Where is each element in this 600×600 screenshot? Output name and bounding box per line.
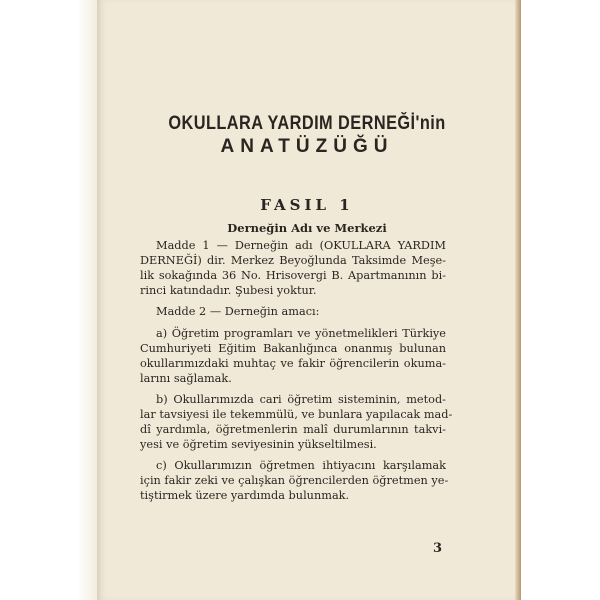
madde2-c-line: tiştirmek üzere yardımda bulunmak. — [140, 489, 350, 502]
madde1-line: lik sokağında 36 No. Hrisovergi B. Apartmanının bi- — [140, 269, 446, 282]
document-title: OKULLARA YARDIM DERNEĞİ'nin — [168, 113, 446, 134]
madde2-c-line: c) Okullarımızın öğretmen ihtiyacını karşılamak — [156, 459, 446, 472]
madde2-b-line: b) Okullarımızda cari öğretim sisteminin, metod- — [156, 393, 446, 406]
chapter-heading: FASIL 1 — [260, 196, 354, 214]
madde2-a-line: a) Öğretim programları ve yönetmelikleri Türkiye — [156, 327, 446, 340]
madde2-intro: Madde 2 — Derneğin amacı: — [156, 305, 320, 318]
madde2-b-line: yesi ve öğretim seviyesinin yükseltilmesi. — [140, 438, 377, 451]
madde2-b-line: lar tavsiyesi ile tekemmülü, ve bunlara yapılacak mad- — [140, 408, 453, 421]
document-subtitle: ANATÜZÜĞÜ — [220, 136, 394, 157]
madde1-line: Madde 1 — Derneğin adı (OKULLARA YARDIM — [156, 239, 446, 252]
section-heading: Derneğin Adı ve Merkezi — [227, 221, 387, 235]
madde2-a-line: okullarımızdaki muhtaç ve fakir öğrencilerin okuma- — [140, 357, 446, 370]
madde2-a-line: Cumhuriyeti Eğitim Bakanlığınca onanmış bulunan — [140, 342, 446, 355]
madde1-line: rinci katındadır. Şubesi yoktur. — [140, 284, 317, 297]
madde2-b-line: dî yardımla, öğretmenlerin malî durumlarının takvi- — [140, 423, 446, 436]
page-number: 3 — [433, 541, 443, 556]
madde2-c-line: için fakir zeki ve çalışkan öğrencilerden öğretmen ye- — [140, 474, 449, 487]
madde1-line: DERNEĞİ) dir. Merkez Beyoğlunda Taksimde Meşe- — [140, 254, 446, 267]
book-gutter — [0, 0, 97, 600]
book-page — [97, 0, 520, 600]
background-margin — [521, 0, 600, 600]
madde2-a-line: larını sağlamak. — [140, 372, 232, 385]
